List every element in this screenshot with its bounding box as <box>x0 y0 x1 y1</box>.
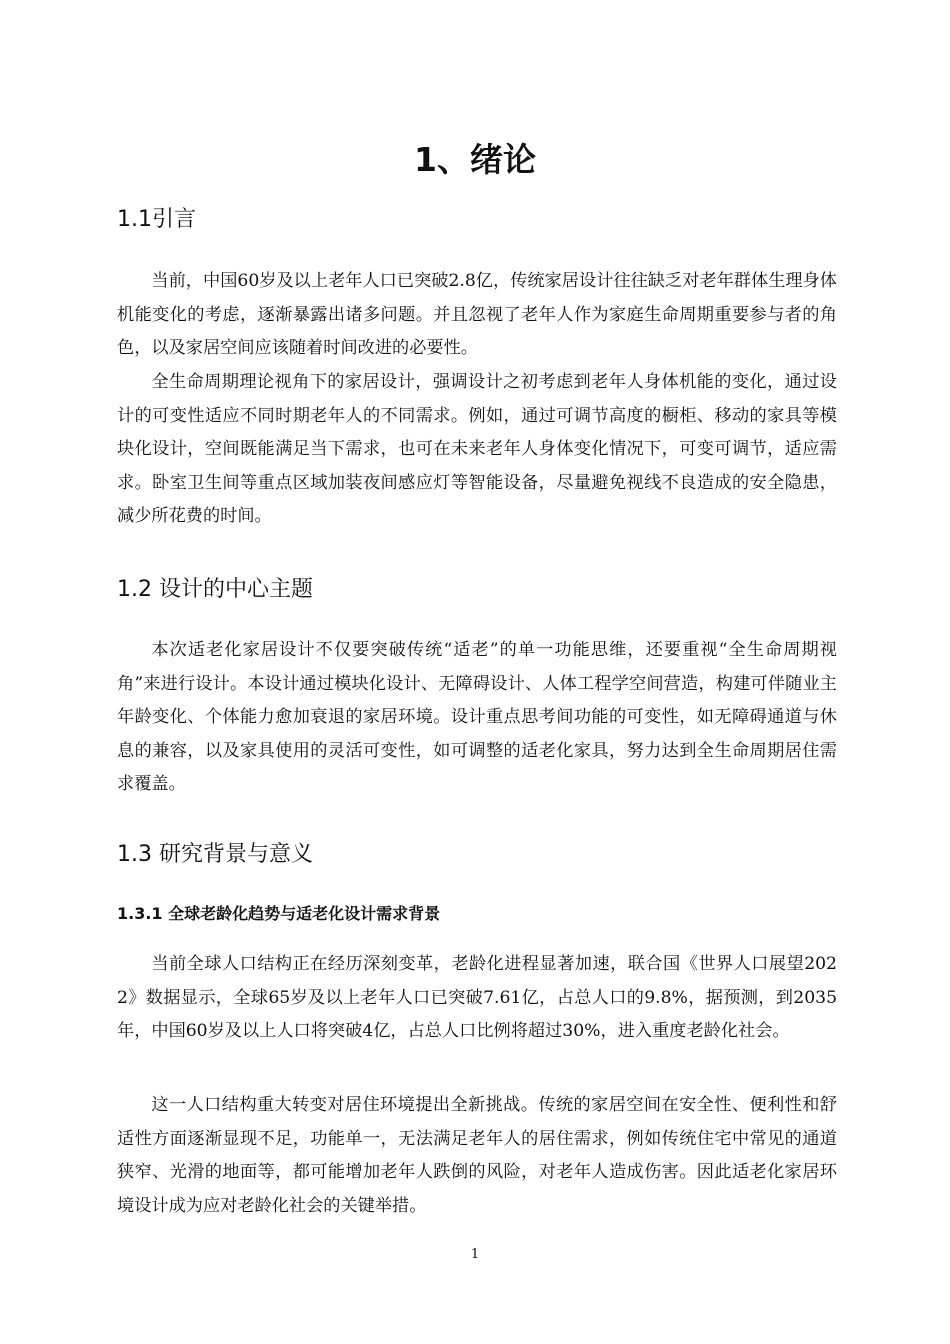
subsection-heading-aging-trend: 1.3.1 全球老龄化趋势与适老化设计需求背景 <box>117 904 441 923</box>
page-number: 1 <box>470 1247 480 1262</box>
section-heading-background: 1.3 研究背景与意义 <box>117 842 313 867</box>
paragraph: 当前全球人口结构正在经历深刻变革，老龄化进程显著加速，联合国《世界人口展望2022》数据显示，全球65岁及以上老年人口已突破7.61亿，占总人口的9.8%，据预测，到2035年，中国60岁及以上人口将突破4亿，占总人口比例将超过30%，进入重度老龄化社会。 <box>117 954 837 1042</box>
paragraph: 当前，中国60岁及以上老年人口已突破2.8亿，传统家居设计往往缺乏对老年群体生理身体机能变化的考虑，逐渐暴露出诸多问题。并且忽视了老年人作为家庭生命周期重要参与者的角色，以及家居空间应该随着时间改进的必要性。 <box>117 271 837 359</box>
section-heading-design-theme: 1.2 设计的中心主题 <box>117 577 313 602</box>
paragraph: 全生命周期理论视角下的家居设计，强调设计之初考虑到老年人身体机能的变化，通过设计的可变性适应不同时期老年人的不同需求。例如，通过可调节高度的橱柜、移动的家具等模块化设计，空间既能满足当下需求，也可在未来老年人身体变化情况下，可变可调节，适应需求。卧室卫生间等重点区域加装夜间感应灯等智能设备，尽量避免视线不良造成的安全隐患，减少所花费的时间。 <box>117 372 837 527</box>
chapter-title: 1、绪论 <box>414 140 536 179</box>
paragraph: 本次适老化家居设计不仅要突破传统“适老”的单一功能思维，还要重视“全生命周期视角”来进行设计。本设计通过模块化设计、无障碍设计、人体工程学空间营造，构建可伴随业主年龄变化、个体能力愈加衰退的家居环境。设计重点思考间功能的可变性，如无障碍通道与休息的兼容，以及家具使用的灵活可变性，如可调整的适老化家具，努力达到全生命周期居住需求覆盖。 <box>117 640 837 795</box>
paragraph: 这一人口结构重大转变对居住环境提出全新挑战。传统的家居空间在安全性、便利性和舒适性方面逐渐显现不足，功能单一，无法满足老年人的居住需求，例如传统住宅中常见的通道狭窄、光滑的地面等，都可能增加老年人跌倒的风险，对老年人造成伤害。因此适老化家居环境设计成为应对老龄化社会的关键举措。 <box>117 1095 837 1216</box>
section-heading-intro: 1.1引言 <box>117 207 196 232</box>
